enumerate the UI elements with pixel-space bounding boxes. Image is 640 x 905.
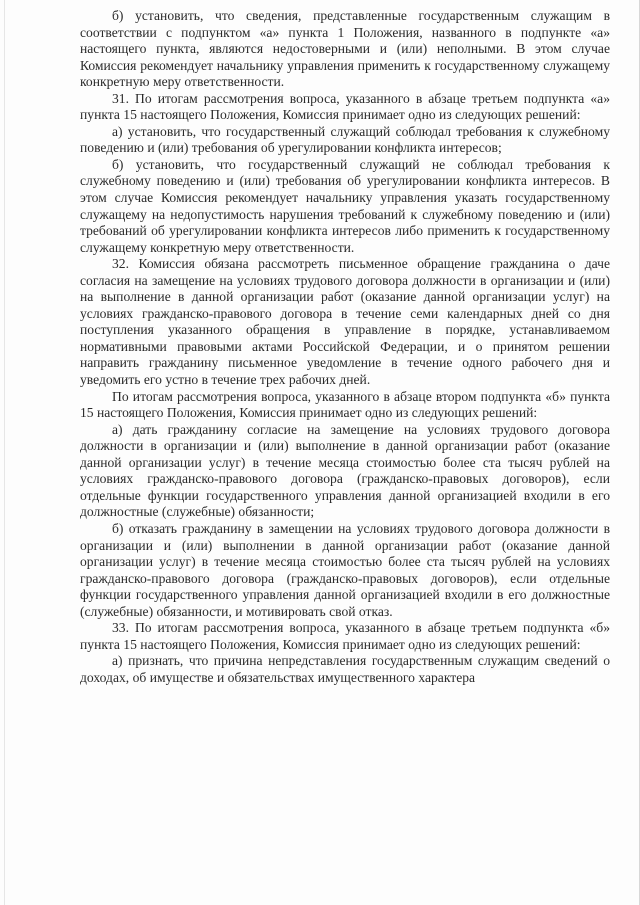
paragraph-30b: б) установить, что сведения, представленные государственным служащим в соответствии с подпунктом «а» пункта 1 Положения, названного в подпункте «а» настоящего пункта, являются недостоверными и (или) неполными. В этом случае Комиссия рекомендует начальнику управления применить к государственному служащему конкретную меру ответственности. xyxy=(80,8,610,90)
paragraph-31: 31. По итогам рассмотрения вопроса, указанного в абзаце третьем подпункта «а» пункта 15 настоящего Положения, Комиссия принимает одно из следующих решений: xyxy=(80,90,610,123)
document-body xyxy=(80,8,610,686)
paragraph-31b: б) установить, что государственный служащий не соблюдал требования к служебному поведению и (или) требования об урегулировании конфликта интересов. В этом случае Комиссия рекомендует начальнику управления указать государственному служащему на недопустимость нарушения требований к служебному поведению и (или) требований об урегулировании конфликта интересов либо применить к государственному служащему конкретную меру ответственности. xyxy=(80,156,610,255)
paragraph-32: 32. Комиссия обязана рассмотреть письменное обращение гражданина о даче согласия на замещение на условиях трудового договора должности в организации и (или) на выполнение в данной организации работ (оказание данной организации услуг) на условиях гражданско-правового договора в течение семи календарных дней со дня поступления указанного обращения в управление в порядке, устанавливаемом нормативными правовыми актами Российской Федерации, и о принятом решении направить гражданину письменное уведомление в течение одного рабочего дня и уведомить его устно в течение трех рабочих дней. xyxy=(80,256,610,388)
paragraph-33: 33. По итогам рассмотрения вопроса, указанного в абзаце третьем подпункта «б» пункта 15 настоящего Положения, Комиссия принимает одно из следующих решений: xyxy=(80,620,610,652)
paragraph-32a: а) дать гражданину согласие на замещение на условиях трудового договора должности в организации и (или) выполнение в данной организации работ (оказание данной организации услуг) в течение месяца стоимостью более ста тысяч рублей на условиях гражданско-правового договора (гражданско-правовых договоров), если отдельные функции государственного управления данной организацией входили в его должностные (служебные) обязанности; xyxy=(80,421,610,520)
paragraph-33a: а) признать, что причина непредставления государственным служащим сведений о доходах, об имуществе и обязательствах имущественного характера xyxy=(80,653,610,685)
paragraph-32-decisions: По итогам рассмотрения вопроса, указанного в абзаце втором подпункта «б» пункта 15 настоящего Положения, Комиссия принимает одно из следующих решений: xyxy=(80,388,610,421)
paragraph-32b: б) отказать гражданину в замещении на условиях трудового договора должности в организации и (или) выполнении в данной организации работ (оказание данной организации услуг) в течение месяца стоимостью более ста тысяч рублей на условиях гражданско-правового договора (гражданско-правовых договоров), если отдельные функции государственного управления данной организацией входили в его должностные (служебные) обязанности, и мотивировать свой отказ. xyxy=(80,520,610,619)
paragraph-31a: а) установить, что государственный служащий соблюдал требования к служебному поведению и (или) требования об урегулировании конфликта интересов; xyxy=(80,123,610,156)
